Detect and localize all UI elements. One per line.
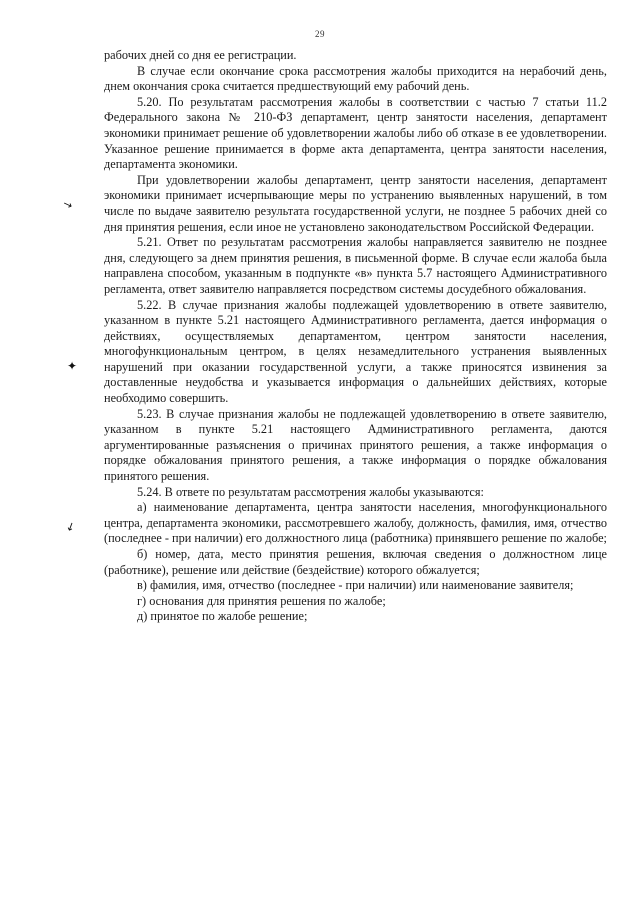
paragraph: 5.23. В случае признания жалобы не подлежащей удовлетворению в ответе заявителю, указанном в пункте 5.21 настоящего Административного регламента, даются аргументированные разъяснения о причинах принятого решения, а также информация о порядке обжалования принятого решения, а также информация о порядке обжалования принятого решения. xyxy=(104,406,607,484)
paragraph: 5.21. Ответ по результатам рассмотрения жалобы направляется заявителю не позднее дня, следующего за днем принятия решения, в письменной форме. В случае если жалоба была направлена способом, указанным в подпункте «в» пункта 5.7 настоящего Административного регламента, ответ заявителю направляется посредством системы досудебного обжалования. xyxy=(104,235,607,296)
list-item: г) основания для принятия решения по жалобе; xyxy=(137,593,386,608)
margin-star-icon: ✦ xyxy=(67,359,78,373)
list-item: в) фамилия, имя, отчество (последнее - при наличии) или наименование заявителя; xyxy=(137,578,574,593)
paragraph: 5.24. В ответе по результатам рассмотрения жалобы указываются: xyxy=(137,484,484,499)
list-item: а) наименование департамента, центра занятости населения, многофункционального центра, департамента экономики, рассмотревшего жалобу, должность, фамилия, имя, отчество (последнее - при наличии) его должностного лица (работника) принявшего решение по жалобе; xyxy=(104,500,607,546)
page-number: 29 xyxy=(315,29,325,39)
paragraph: В случае если окончание срока рассмотрения жалобы приходится на нерабочий день, днем окончания срока считается предшествующий ему рабочий день. xyxy=(104,63,607,94)
paragraph: рабочих дней со дня ее регистрации. xyxy=(104,48,297,62)
paragraph: 5.22. В случае признания жалобы подлежащей удовлетворению в ответе заявителю, указанном в пункте 5.21 настоящего Административного регламента, дается информация о действиях, осуществляемых департаментом, центром занятости населения, многофункциональным центром, в целях незамедлительного устранения выявленных нарушений при оказании государственной услуги, а также приносятся извинения за доставленные неудобства и указывается информация о дальнейших действиях, которые необходимо совершить. xyxy=(104,297,607,406)
paragraph: 5.20. По результатам рассмотрения жалобы в соответствии с частью 7 статьи 11.2 Федерального закона № 210-ФЗ департамент, центр занятости населения, департамент экономики принимает решение об удовлетворении жалобы либо об отказе в ее удовлетворении. Указанное решение принимается в форме акта департамента, центра занятости населения, департамента экономики. xyxy=(104,94,607,172)
document-body xyxy=(104,48,607,625)
list-item: д) принятое по жалобе решение; xyxy=(137,609,308,624)
list-item: б) номер, дата, место принятия решения, включая сведения о должностном лице (работнике), решение или действие (бездействие) которого обжалуется; xyxy=(104,547,607,577)
margin-arrow-icon: ↙ xyxy=(63,518,78,535)
paragraph: При удовлетворении жалобы департамент, центр занятости населения, департамент экономики принимает исчерпывающие меры по устранению выявленных нарушений, в том числе по выдаче заявителю результата государственной услуги, не позднее 5 рабочих дней со дня принятия решения, если иное не установлено законодательством Российской Федерации. xyxy=(104,172,607,234)
margin-arrow-icon: ↘ xyxy=(61,196,75,213)
